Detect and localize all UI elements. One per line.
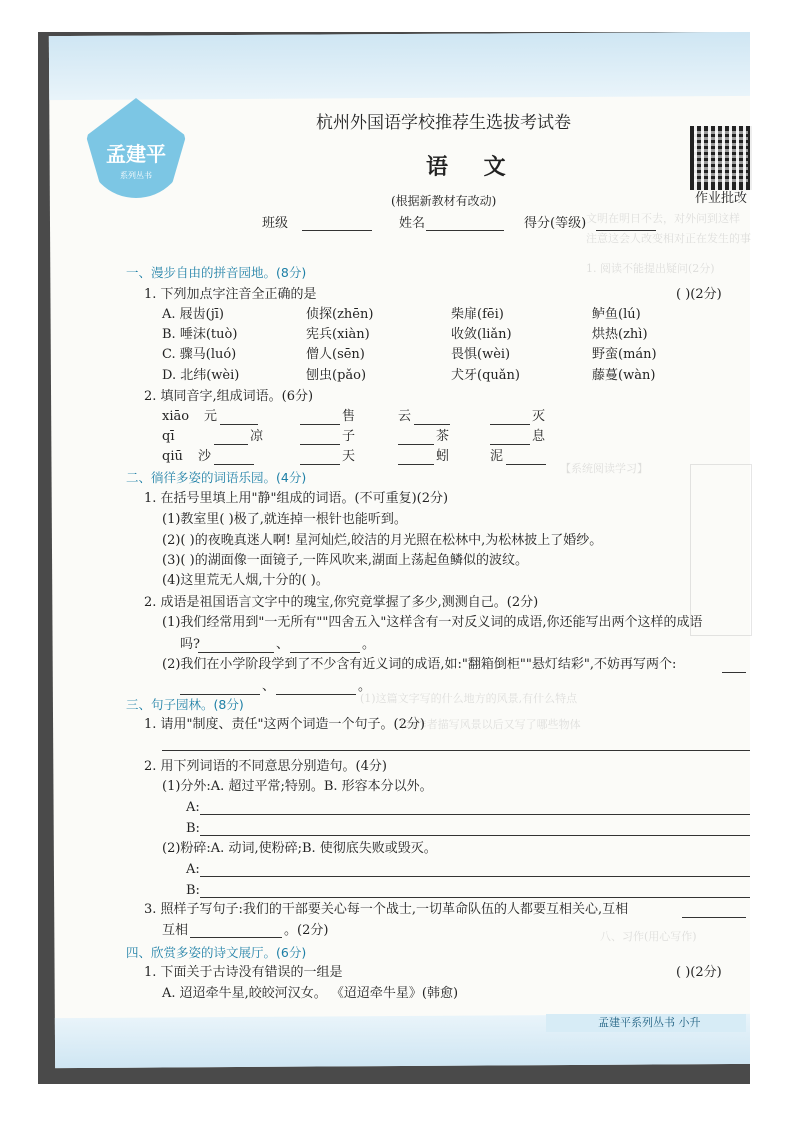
fill-item: (2)( )的夜晚真迷人啊! 星河灿烂,皎洁的月光照在松林中,为松林披上了婚纱。: [162, 533, 603, 548]
answer-line[interactable]: [200, 897, 750, 898]
blank-field[interactable]: [506, 464, 546, 465]
answer-line[interactable]: [200, 814, 750, 815]
answer-mark[interactable]: ( )(2分): [676, 965, 722, 980]
question-3-1: 1. 请用"制度、责任"这两个词造一个句子。(2分): [144, 717, 425, 732]
answer-line[interactable]: [200, 835, 750, 836]
blank-field[interactable]: [414, 424, 450, 425]
edition-note: (根据新教材有改动): [391, 194, 497, 208]
idiom-answer-field[interactable]: [290, 652, 360, 653]
label-a: A:: [186, 862, 200, 877]
char: 息: [532, 429, 546, 444]
idiom-answer-field[interactable]: [198, 652, 274, 653]
pinyin: qī: [162, 429, 175, 444]
score-label: 得分(等级): [524, 216, 587, 231]
option-c: 野蛮(mán): [592, 347, 657, 362]
blank-field[interactable]: [490, 424, 530, 425]
char: 泥: [490, 449, 504, 464]
char: 云: [398, 409, 412, 424]
separator: 、: [262, 679, 276, 694]
section-4-title: 四、欣赏多姿的诗文展厅。(6分): [126, 945, 307, 960]
logo-subtitle: 系列丛书: [120, 171, 152, 180]
qr-caption: 作业批改: [694, 191, 747, 206]
option-b: 烘热(zhì): [592, 327, 648, 342]
name-field[interactable]: [426, 230, 504, 231]
pinyin: xiāo: [162, 409, 190, 424]
idiom-item: (2)我们在小学阶段学到了不少含有近义词的成语,如:"翻箱倒柜""悬灯结彩",不妨再写两个:: [162, 657, 677, 672]
answer-line[interactable]: [682, 917, 746, 918]
answer-mark[interactable]: ( )(2分): [676, 287, 722, 302]
question-2-2: 2. 成语是祖国语言文字中的瑰宝,你究竟掌握了多少,测测自己。(2分): [144, 595, 539, 610]
section-1-title: 一、漫步自由的拼音园地。(8分): [126, 265, 307, 280]
top-decoration-band: [49, 32, 750, 100]
word-meaning: (1)分外:A. 超过平常;特别。B. 形容本分以外。: [162, 779, 433, 794]
question-3-3-tail: 。(2分): [284, 923, 329, 938]
option-b: 收敛(liǎn): [451, 327, 512, 342]
char: 凉: [250, 429, 264, 444]
idiom-item: (1)我们经常用到"一无所有""四舍五入"这样含有一对反义词的成语,你还能写出两个这样的成语: [162, 615, 703, 630]
option-b: 宪兵(xiàn): [306, 327, 370, 342]
question-3-2: 2. 用下列词语的不同意思分别造句。(4分): [144, 759, 387, 774]
school-title: 杭州外国语学校推荐生选拔考试卷: [316, 113, 571, 133]
answer-line[interactable]: [200, 876, 750, 877]
blank-field[interactable]: [300, 464, 340, 465]
period: 。: [362, 637, 376, 652]
option-d: 藤蔓(wàn): [592, 368, 656, 383]
answer-line[interactable]: [190, 937, 282, 938]
char: 天: [342, 449, 356, 464]
answer-line[interactable]: [162, 750, 750, 751]
blank-field[interactable]: [300, 424, 340, 425]
option-a: 侦探(zhēn): [306, 307, 374, 322]
label-a: A:: [186, 800, 200, 815]
idiom-answer-field[interactable]: [276, 694, 356, 695]
fill-item: (4)这里荒无人烟,十分的( )。: [162, 573, 329, 588]
char: 灭: [532, 409, 546, 424]
char: 蚓: [436, 449, 450, 464]
idiom-answer-field[interactable]: [180, 694, 260, 695]
pinyin: qiū: [162, 449, 183, 464]
option-c: 畏惧(wèi): [451, 347, 511, 362]
question-4-1: 1. 下面关于古诗没有错误的一组是: [144, 965, 343, 980]
class-label: 班级: [262, 216, 289, 231]
option-a: 鲈鱼(lú): [592, 307, 641, 322]
idiom-answer-field[interactable]: [722, 672, 746, 673]
blank-field[interactable]: [398, 444, 434, 445]
word-meaning: (2)粉碎:A. 动词,使粉碎;B. 使彻底失败或毁灭。: [162, 841, 437, 856]
blank-field[interactable]: [398, 464, 434, 465]
blank-field[interactable]: [214, 464, 254, 465]
blank-field[interactable]: [220, 424, 258, 425]
option-a: A. 迢迢牵牛星,皎皎河汉女。 《迢迢牵牛星》(韩愈): [162, 986, 459, 1001]
subject-title: 语 文: [426, 154, 520, 180]
char: 售: [342, 409, 356, 424]
label-b: B:: [186, 883, 200, 898]
blank-field[interactable]: [214, 444, 248, 445]
option-c: C. 骤马(luó): [162, 347, 237, 362]
idiom-item: 吗?: [180, 637, 200, 652]
question-1-2: 2. 填同音字,组成词语。(6分): [144, 389, 314, 404]
period: 。: [358, 679, 372, 694]
question-3-3: 3. 照样子写句子:我们的干部要关心每一个战士,一切革命队伍的人都要互相关心,互相: [144, 902, 629, 917]
label-b: B:: [186, 821, 200, 836]
option-d: 犬牙(quǎn): [451, 368, 520, 383]
blank-field[interactable]: [490, 444, 530, 445]
option-a: 柴扉(fēi): [451, 307, 504, 322]
option-c: 僧人(sēn): [306, 347, 365, 362]
class-field[interactable]: [302, 230, 372, 231]
blank-field[interactable]: [300, 444, 340, 445]
fill-item: (1)教室里( )极了,就连掉一根针也能听到。: [162, 512, 407, 527]
char: 子: [342, 429, 356, 444]
section-2-title: 二、徜徉多姿的词语乐园。(4分): [126, 470, 307, 485]
option-a: A. 屐齿(jī): [162, 307, 224, 322]
fill-item: (3)( )的湖面像一面镜子,一阵风吹来,湖面上荡起鱼鳞似的波纹。: [162, 553, 528, 568]
option-d: 刨虫(pǎo): [306, 368, 367, 383]
separator: 、: [276, 637, 290, 652]
name-label: 姓名: [399, 216, 426, 231]
logo-text: 孟建平: [106, 142, 166, 166]
question-3-3-cont: 互相: [162, 923, 189, 938]
section-3-title: 三、句子园林。(8分): [126, 697, 244, 712]
char: 茶: [436, 429, 450, 444]
option-b: B. 唾沫(tuò): [162, 327, 238, 342]
qr-code-icon: [690, 126, 752, 190]
char: 沙: [198, 449, 212, 464]
score-field[interactable]: [596, 230, 656, 231]
question-2-1: 1. 在括号里填上用"静"组成的词语。(不可重复)(2分): [144, 491, 449, 506]
question-1-1: 1. 下列加点字注音全正确的是: [144, 287, 317, 302]
option-d: D. 北纬(wèi): [162, 368, 240, 383]
footer-banner: 孟建平系列丛书 小升: [546, 1014, 746, 1032]
char: 元: [204, 409, 218, 424]
